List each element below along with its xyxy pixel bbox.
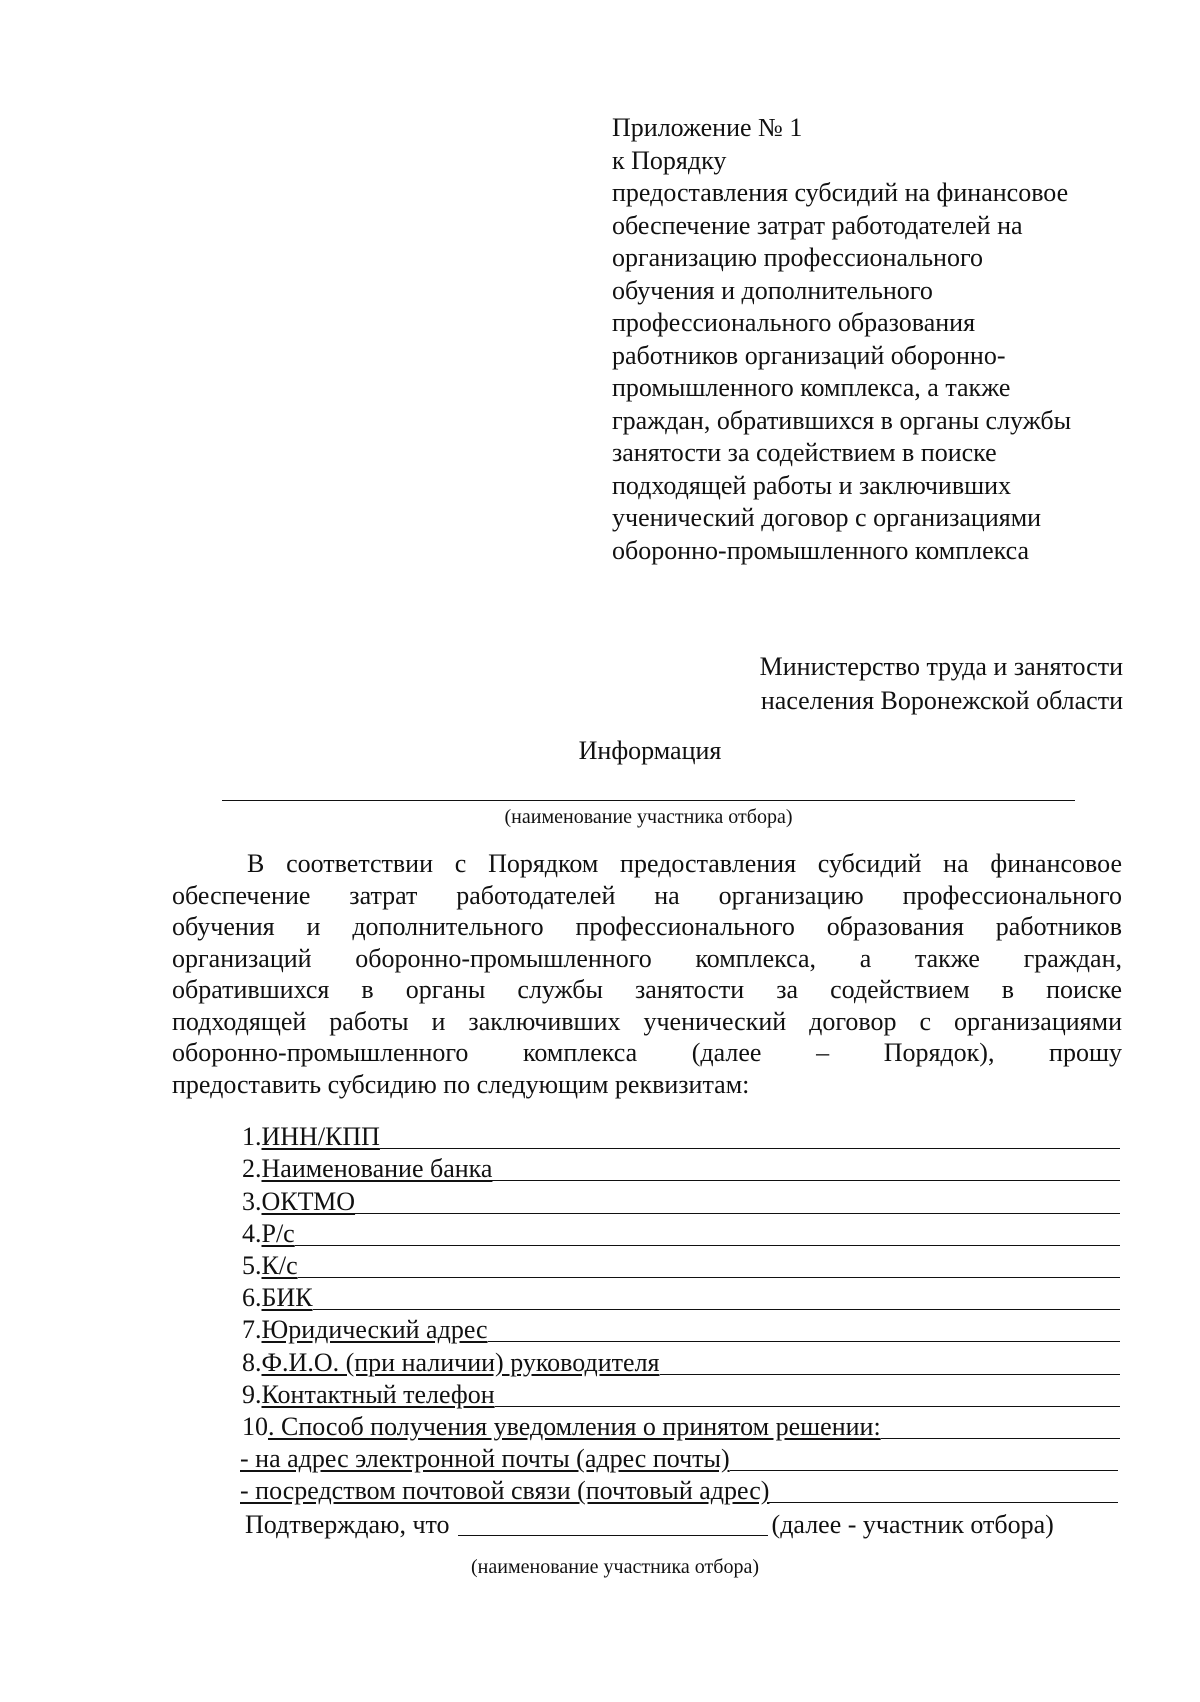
paragraph-line: предоставить субсидию по следующим реквизитам:: [172, 1069, 750, 1099]
appendix-line: Приложение № 1: [612, 113, 803, 142]
requisite-number: 4.: [242, 1218, 262, 1248]
paragraph-line: обеспечение затрат работодателей на организацию профессионального: [172, 880, 1122, 910]
appendix-line: граждан, обратившихся в органы службы: [612, 405, 1072, 435]
requisites-list: [242, 1120, 1120, 1506]
requisite-number: 8.: [242, 1347, 262, 1377]
participant-name-line: [222, 800, 1075, 801]
requisite-fill-line[interactable]: [295, 1244, 1120, 1246]
confirmation-prefix: Подтверждаю, что: [245, 1510, 450, 1539]
requisite-label: - посредством почтовой связи (почтовый адрес): [240, 1476, 770, 1506]
appendix-line: ученический договор с организациями: [612, 503, 1042, 532]
requisite-fill-line[interactable]: [660, 1373, 1120, 1375]
requisite-director-name: [242, 1345, 1120, 1377]
appendix-line: обеспечение затрат работодателей на: [612, 210, 1023, 240]
requisite-contact-phone: [242, 1378, 1120, 1410]
addressee-block: [600, 650, 1123, 718]
confirmation-participant-blank[interactable]: [458, 1534, 768, 1536]
request-paragraph: [172, 848, 1122, 1100]
appendix-line: профессионального образования: [612, 308, 976, 337]
requisite-notification-method: [242, 1410, 1120, 1442]
requisite-label: БИК: [261, 1283, 313, 1313]
requisite-number: 6.: [242, 1283, 262, 1313]
requisite-oktmo: [242, 1184, 1120, 1216]
participant-name-caption: (наименование участника отбора): [504, 806, 793, 828]
paragraph-line: оборонно-промышленного комплекса (далее – Порядок), прошу: [172, 1038, 1122, 1067]
requisite-label: ИНН/КПП: [261, 1122, 380, 1152]
appendix-line: организацию профессионального: [612, 243, 983, 272]
addressee-line-1: Министерство труда и занятости: [759, 652, 1123, 681]
requisite-postal-option: [240, 1474, 1118, 1506]
paragraph-line: обратившихся в органы службы занятости за содействием в поиске: [172, 975, 1122, 1004]
appendix-line: промышленного комплекса, а также: [612, 373, 1011, 402]
addressee-line-2: населения Воронежской области: [760, 686, 1123, 715]
requisite-label: Р/с: [261, 1218, 295, 1248]
requisite-label: Юридический адрес: [261, 1315, 488, 1345]
confirmation-suffix: (далее - участник отбора): [771, 1510, 1054, 1539]
paragraph-line: подходящей работы и заключивших ученический договор с организациями: [172, 1006, 1122, 1036]
requisite-fill-line[interactable]: [492, 1179, 1120, 1181]
confirmation-line: [245, 1510, 1145, 1540]
requisite-label: К/с: [261, 1250, 298, 1280]
requisite-label: - на адрес электронной почты (адрес почты): [240, 1444, 730, 1474]
requisite-label: Наименование банка: [261, 1154, 493, 1184]
requisite-label: Контактный телефон: [261, 1379, 495, 1409]
requisite-fill-line[interactable]: [730, 1469, 1118, 1471]
requisite-fill-line[interactable]: [298, 1276, 1120, 1278]
requisite-fill-line[interactable]: [313, 1308, 1120, 1310]
paragraph-line: организаций оборонно-промышленного комплекса, а также граждан,: [172, 943, 1122, 973]
paragraph-line: В соответствии с Порядком предоставления субсидий на финансовое: [247, 849, 1122, 878]
requisite-fill-line[interactable]: [488, 1340, 1120, 1342]
document-title-text: Информация: [578, 736, 722, 765]
requisite-settlement-account: [242, 1217, 1120, 1249]
document-title: [0, 736, 1200, 766]
requisite-legal-address: [242, 1313, 1120, 1345]
requisite-number: 5.: [242, 1250, 262, 1280]
requisite-fill-line[interactable]: [495, 1405, 1120, 1407]
appendix-line: занятости за содействием в поиске: [612, 438, 997, 467]
requisite-number: 2.: [242, 1154, 262, 1184]
requisite-inn-kpp: [242, 1120, 1120, 1152]
requisite-number: 3.: [242, 1186, 262, 1216]
requisite-number: 9.: [242, 1379, 262, 1409]
appendix-line: подходящей работы и заключивших: [612, 470, 1012, 500]
appendix-line: работников организаций оборонно-: [612, 340, 1006, 370]
appendix-line: предоставления субсидий на финансовое: [612, 178, 1069, 207]
requisite-fill-line[interactable]: [881, 1437, 1120, 1439]
requisite-bank-name: [242, 1152, 1120, 1184]
requisite-number: 7.: [242, 1315, 262, 1345]
confirmation-caption: (наименование участника отбора): [471, 1556, 759, 1578]
requisite-fill-line[interactable]: [380, 1147, 1120, 1149]
requisite-label: ОКТМО: [261, 1186, 356, 1216]
appendix-line: к Порядку: [612, 145, 727, 175]
requisite-label: Ф.И.О. (при наличии) руководителя: [261, 1347, 660, 1377]
appendix-line: оборонно-промышленного комплекса: [612, 535, 1030, 565]
requisite-correspondent-account: [242, 1249, 1120, 1281]
requisite-bik: [242, 1281, 1120, 1313]
requisite-email-option: [240, 1442, 1118, 1474]
appendix-line: обучения и дополнительного: [612, 275, 933, 305]
requisite-label: . Способ получения уведомления о принятом решении:: [268, 1411, 881, 1441]
appendix-header: [612, 112, 1132, 567]
requisite-fill-line[interactable]: [355, 1212, 1120, 1214]
requisite-number: 1.: [242, 1122, 262, 1152]
requisite-fill-line[interactable]: [769, 1501, 1118, 1503]
requisite-number: 10: [242, 1411, 268, 1441]
paragraph-line: обучения и дополнительного профессионального образования работников: [172, 912, 1122, 941]
